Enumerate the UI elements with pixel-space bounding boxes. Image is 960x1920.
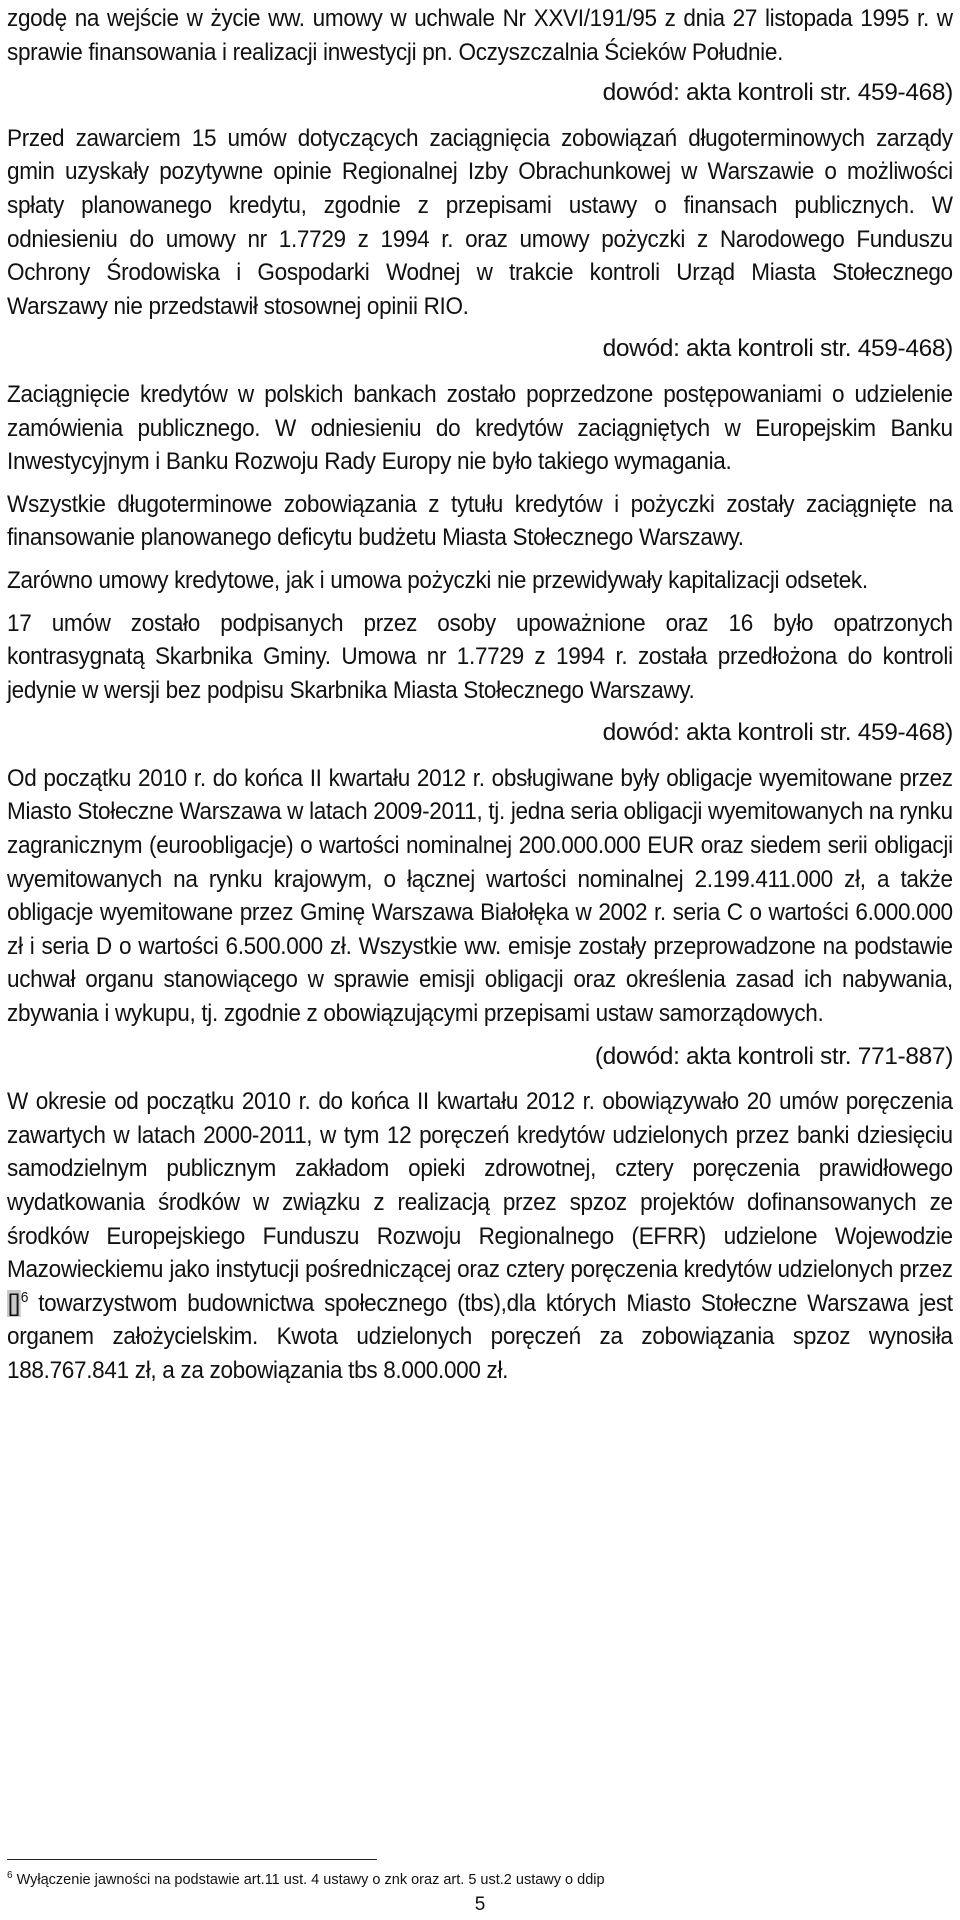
paragraph: zgodę na wejście w życie ww. umowy w uchwale Nr XXVI/191/95 z dnia 27 listopada 1995 r. w sprawie finansowania i realizacji inwestycji pn. Oczyszczalnia Ścieków Południe. bbox=[7, 5, 953, 66]
paragraph: Przed zawarciem 15 umów dotyczących zaciągnięcia zobowiązań długoterminowych zarządy gmin uzyskały pozytywne opinie Regionalnej Izby Obrachunkowej w Warszawie o możliwości spłaty planowanego kredytu, zgodnie z przepisami ustawy o finansach publicznych. W odniesieniu do umowy nr 1.7729 z 1994 r. oraz umowy pożyczki z Narodowego Funduszu Ochrony Środowiska i Gospodarki Wodnej w trakcie kontroli Urząd Miasta Stołecznego Warszawy nie przedstawił stosownej opinii RIO. bbox=[7, 124, 953, 320]
body-text bbox=[7, 0, 953, 1397]
footnote-text: Wyłączenie jawności na podstawie art.11 ust. 4 ustawy o znk oraz art. 5 ust.2 ustawy o ddip bbox=[12, 1872, 605, 1888]
footnote bbox=[7, 1871, 605, 1889]
page-number: 5 bbox=[474, 1894, 486, 1915]
paragraph-text-end: towarzystwom budownictwa społecznego (tbs),dla których Miasto Stołeczne Warszawa jest organem założycielskim. Kwota udzielonych poręczeń za zobowiązania spzoz wynosiła 188.767.841 zł, a za zobowiązania tbs 8.000.000 zł. bbox=[7, 1289, 953, 1384]
evidence-reference: dowód: akta kontroli str. 459-468) bbox=[602, 79, 953, 107]
paragraph-text-start: W okresie od początku 2010 r. do końca II kwartału 2012 r. obowiązywało 20 umów poręczenia zawartych w latach 2000-2011, w tym 12 poręczeń kredytów udzielonych przez banki dziesięciu samodzielnym publicznym zakładom opieki zdrowotnej, cztery poręczenia prawidłowego wydatkowania środków w związku z realizacją przez spzoz projektów dofinansowanych ze środków Europejskiego Funduszu Rozwoju Regionalnego (EFRR) udzielone Wojewodzie Mazowieckiemu jako instytucji pośredniczącej oraz cztery poręczenia kredytów udzielonych przez bbox=[7, 1088, 953, 1284]
paragraph: Zaciągnięcie kredytów w polskich bankach zostało poprzedzone postępowaniami o udzielenie zamówienia publicznego. W odniesieniu do kredytów zaciągniętych w Europejskim Banku Inwestycyjnym i Banku Rozwoju Rady Europy nie było takiego wymagania. bbox=[7, 380, 953, 476]
paragraph-with-footnote bbox=[7, 1085, 953, 1387]
paragraph: Zarówno umowy kredytowe, jak i umowa pożyczki nie przewidywały kapitalizacji odsetek. bbox=[7, 566, 868, 594]
evidence-reference: (dowód: akta kontroli str. 771-887) bbox=[594, 1042, 953, 1070]
evidence-reference: dowód: akta kontroli str. 459-468) bbox=[602, 719, 953, 747]
redacted-highlight: [] bbox=[7, 1289, 20, 1317]
footnote-separator bbox=[7, 1859, 377, 1860]
paragraph: Od początku 2010 r. do końca II kwartału 2012 r. obsługiwane były obligacje wyemitowane przez Miasto Stołeczne Warszawa w latach 2009-2011, tj. jedna seria obligacji wyemitowanych na rynku zagranicznym (euroobligacje) o wartości nominalnej 200.000.000 EUR oraz siedem serii obligacji wyemitowanych na rynku krajowym, o łącznej wartości nominalnej 2.199.411.000 zł, a także obligacje wyemitowane przez Gminę Warszawa Białołęka w 2002 r. seria C o wartości 6.000.000 zł i seria D o wartości 6.500.000 zł. Wszystkie ww. emisje zostały przeprowadzone na podstawie uchwał organu stanowiącego w sprawie emisji obligacji oraz określenia zasad ich nabywania, zbywania i wykupu, tj. zgodnie z obowiązującymi przepisami ustaw samorządowych. bbox=[7, 764, 953, 1028]
paragraph: Wszystkie długoterminowe zobowiązania z tytułu kredytów i pożyczki zostały zaciągnięte na finansowanie planowanego deficytu budżetu Miasta Stołecznego Warszawy. bbox=[7, 490, 953, 552]
footnote-reference[interactable]: 6 bbox=[20, 1288, 29, 1306]
footnote-number: 6 bbox=[7, 1870, 13, 1882]
evidence-reference: dowód: akta kontroli str. 459-468) bbox=[602, 335, 953, 363]
paragraph: 17 umów zostało podpisanych przez osoby upoważnione oraz 16 było opatrzonych kontrasygnatą Skarbnika Gminy. Umowa nr 1.7729 z 1994 r. została przedłożona do kontroli jedynie w wersji bez podpisu Skarbnika Miasta Stołecznego Warszawy. bbox=[7, 609, 953, 704]
